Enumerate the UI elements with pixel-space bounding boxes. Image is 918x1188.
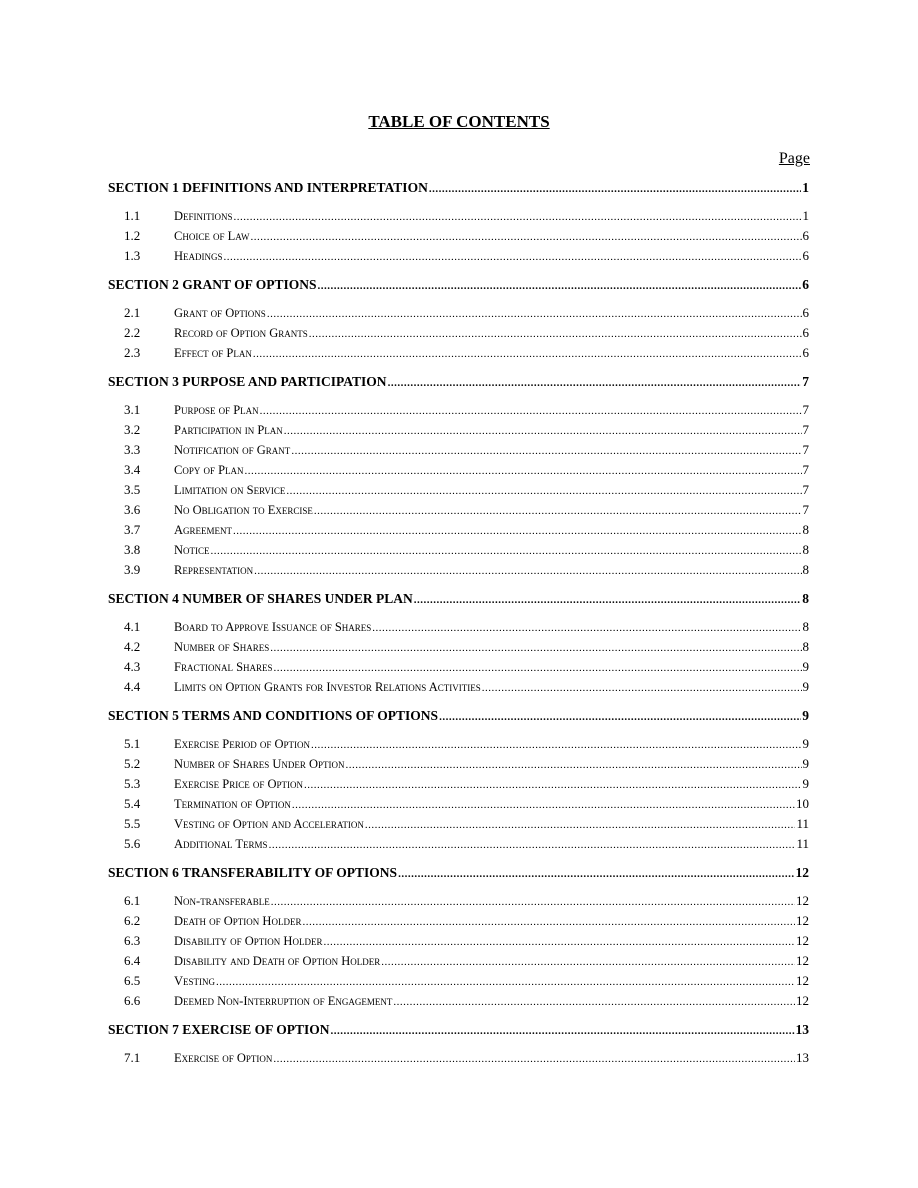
page-number: 8 (802, 639, 809, 654)
page-number: 9 (802, 756, 809, 771)
toc-subsection-entry[interactable] (108, 440, 809, 460)
subsection-number: 1.3 (124, 248, 141, 263)
page-number: 11 (796, 836, 809, 851)
toc-subsection-entry[interactable] (108, 637, 809, 657)
subsection-number: 5.2 (124, 756, 141, 771)
page-number: 6 (802, 228, 809, 243)
toc-subsection-entry[interactable] (108, 206, 809, 226)
toc-subsection-entry[interactable] (108, 560, 809, 580)
page-number: 12 (796, 973, 809, 988)
subsection-number: 6.5 (124, 973, 141, 988)
toc-subsection-entry[interactable] (108, 303, 809, 323)
section-title: SECTION 3 PURPOSE AND PARTICIPATION (108, 374, 387, 389)
subsection-title: Board to Approve Issuance of Shares (174, 620, 372, 634)
subsection-number: 2.2 (124, 325, 141, 340)
subsection-title: Disability and Death of Option Holder (174, 954, 381, 968)
dot-leader (393, 992, 795, 1012)
dot-leader (482, 678, 802, 698)
dot-leader (314, 501, 802, 521)
page-number: 8 (802, 522, 809, 537)
page-number: 6 (802, 277, 809, 292)
subsection-title: No Obligation to Exercise (174, 503, 313, 517)
dot-leader (251, 227, 802, 247)
toc-subsection-entry[interactable] (108, 1048, 809, 1068)
subsection-number: 3.2 (124, 422, 141, 437)
subsection-title: Purpose of Plan (174, 403, 259, 417)
toc-subsection-entry[interactable] (108, 540, 809, 560)
subsection-title: Notice (174, 543, 210, 557)
toc-subsection-entry[interactable] (108, 814, 809, 834)
subsection-title: Exercise Price of Option (174, 777, 303, 791)
page-title: TABLE OF CONTENTS (368, 112, 550, 131)
toc-section-entry[interactable] (108, 372, 809, 392)
toc-subsection-entry[interactable] (108, 971, 809, 991)
toc-subsection-entry[interactable] (108, 617, 809, 637)
toc-subsection-entry[interactable] (108, 460, 809, 480)
page-number: 10 (796, 796, 809, 811)
dot-leader (271, 892, 795, 912)
subsection-title: Exercise Period of Option (174, 737, 310, 751)
subsection-number: 6.6 (124, 993, 141, 1008)
toc-section-entry[interactable] (108, 275, 809, 295)
section-title: SECTION 4 NUMBER OF SHARES UNDER PLAN (108, 591, 413, 606)
toc-subsection-entry[interactable] (108, 500, 809, 520)
subsection-title: Grant of Options (174, 306, 266, 320)
page-number: 1 (802, 180, 809, 195)
page-number: 8 (802, 562, 809, 577)
section-title: SECTION 7 EXERCISE OF OPTION (108, 1022, 330, 1037)
dot-leader (270, 638, 801, 658)
subsection-number: 3.7 (124, 522, 141, 537)
toc-subsection-entry[interactable] (108, 343, 809, 363)
dot-leader (291, 441, 801, 461)
dot-leader (414, 590, 801, 610)
page-number: 6 (802, 325, 809, 340)
subsection-number: 5.5 (124, 816, 141, 831)
subsection-number: 7.1 (124, 1050, 141, 1065)
toc-section-entry[interactable] (108, 178, 809, 198)
page-number: 9 (802, 708, 809, 723)
page-number: 7 (802, 442, 809, 457)
dot-leader (234, 207, 802, 227)
toc-section-entry[interactable] (108, 863, 809, 883)
dot-leader (211, 541, 802, 561)
table-of-contents (108, 178, 809, 1068)
dot-leader (372, 618, 801, 638)
subsection-number: 6.1 (124, 893, 141, 908)
page-number: 7 (802, 402, 809, 417)
subsection-number: 3.1 (124, 402, 141, 417)
section-title: SECTION 1 DEFINITIONS AND INTERPRETATION (108, 180, 428, 195)
subsection-number: 4.4 (124, 679, 141, 694)
page-column-header: Page (778, 150, 810, 167)
subsection-title: Copy of Plan (174, 463, 244, 477)
subsection-title: Agreement (174, 523, 233, 537)
toc-subsection-entry[interactable] (108, 420, 809, 440)
subsection-number: 5.4 (124, 796, 141, 811)
page-number: 12 (796, 893, 809, 908)
toc-section-entry[interactable] (108, 1020, 809, 1040)
subsection-number: 6.2 (124, 913, 141, 928)
subsection-title: Vesting of Option and Acceleration (174, 817, 364, 831)
dot-leader (292, 795, 795, 815)
toc-subsection-entry[interactable] (108, 891, 809, 911)
page-number: 7 (802, 462, 809, 477)
toc-subsection-entry[interactable] (108, 794, 809, 814)
page-number: 6 (802, 305, 809, 320)
dot-leader (284, 421, 802, 441)
subsection-number: 5.6 (124, 836, 141, 851)
subsection-number: 3.5 (124, 482, 141, 497)
subsection-number: 1.2 (124, 228, 141, 243)
toc-subsection-entry[interactable] (108, 480, 809, 500)
page-number: 6 (802, 248, 809, 263)
subsection-title: Number of Shares Under Option (174, 757, 345, 771)
page-number: 9 (802, 659, 809, 674)
page-number: 8 (802, 591, 809, 606)
dot-leader (267, 304, 802, 324)
toc-subsection-entry[interactable] (108, 323, 809, 343)
dot-leader (398, 864, 794, 884)
page-number: 12 (796, 993, 809, 1008)
page-number: 8 (802, 619, 809, 634)
dot-leader (429, 179, 801, 199)
page-number: 7 (802, 482, 809, 497)
subsection-number: 6.3 (124, 933, 141, 948)
page-number: 12 (796, 913, 809, 928)
subsection-number: 3.3 (124, 442, 141, 457)
subsection-title: Deemed Non-Interruption of Engagement (174, 994, 393, 1008)
page-number: 11 (796, 816, 809, 831)
subsection-number: 5.3 (124, 776, 141, 791)
page-number: 7 (802, 374, 809, 389)
subsection-number: 3.9 (124, 562, 141, 577)
dot-leader (331, 1021, 795, 1041)
subsection-title: Termination of Option (174, 797, 291, 811)
toc-subsection-entry[interactable] (108, 991, 809, 1011)
page-number: 13 (796, 1050, 809, 1065)
dot-leader (245, 461, 802, 481)
toc-subsection-entry[interactable] (108, 734, 809, 754)
subsection-title: Representation (174, 563, 254, 577)
dot-leader (286, 481, 801, 501)
subsection-number: 4.1 (124, 619, 141, 634)
toc-section-entry[interactable] (108, 589, 809, 609)
toc-subsection-entry[interactable] (108, 951, 809, 971)
page-number: 9 (802, 776, 809, 791)
dot-leader (302, 912, 795, 932)
section-title: SECTION 5 TERMS AND CONDITIONS OF OPTIONS (108, 708, 439, 723)
page-number: 9 (802, 736, 809, 751)
subsection-number: 3.6 (124, 502, 141, 517)
toc-subsection-entry[interactable] (108, 911, 809, 931)
section-title: SECTION 6 TRANSFERABILITY OF OPTIONS (108, 865, 398, 880)
subsection-title: Fractional Shares (174, 660, 273, 674)
page-number: 12 (796, 953, 809, 968)
dot-leader (253, 344, 802, 364)
page-number: 13 (795, 1022, 809, 1037)
subsection-number: 3.4 (124, 462, 141, 477)
subsection-title: Definitions (174, 209, 233, 223)
subsection-title: Choice of Law (174, 229, 250, 243)
section-title: SECTION 2 GRANT OF OPTIONS (108, 277, 317, 292)
subsection-title: Record of Option Grants (174, 326, 308, 340)
subsection-title: Additional Terms (174, 837, 268, 851)
subsection-title: Effect of Plan (174, 346, 252, 360)
page-number: 7 (802, 502, 809, 517)
subsection-number: 6.4 (124, 953, 141, 968)
toc-section-entry[interactable] (108, 706, 809, 726)
subsection-title: Participation in Plan (174, 423, 283, 437)
page-number: 12 (795, 865, 809, 880)
dot-leader (365, 815, 796, 835)
dot-leader (233, 521, 801, 541)
subsection-title: Disability of Option Holder (174, 934, 323, 948)
page-number: 7 (802, 422, 809, 437)
toc-subsection-entry[interactable] (108, 774, 809, 794)
toc-subsection-entry[interactable] (108, 754, 809, 774)
dot-leader (346, 755, 802, 775)
subsection-title: Exercise of Option (174, 1051, 273, 1065)
dot-leader (224, 247, 802, 267)
toc-subsection-entry[interactable] (108, 246, 809, 266)
subsection-title: Limitation on Service (174, 483, 286, 497)
subsection-title: Death of Option Holder (174, 914, 302, 928)
page-number: 8 (802, 542, 809, 557)
dot-leader (273, 1049, 795, 1069)
toc-subsection-entry[interactable] (108, 931, 809, 951)
toc-subsection-entry[interactable] (108, 520, 809, 540)
subsection-title: Notification of Grant (174, 443, 291, 457)
dot-leader (311, 735, 802, 755)
dot-leader (318, 276, 802, 296)
dot-leader (260, 401, 802, 421)
dot-leader (269, 835, 796, 855)
page-number: 9 (802, 679, 809, 694)
dot-leader (254, 561, 801, 581)
toc-subsection-entry[interactable] (108, 677, 809, 697)
page-number: 6 (802, 345, 809, 360)
page-number: 1 (802, 208, 809, 223)
toc-subsection-entry[interactable] (108, 400, 809, 420)
subsection-title: Vesting (174, 974, 216, 988)
subsection-number: 3.8 (124, 542, 141, 557)
dot-leader (309, 324, 802, 344)
toc-subsection-entry[interactable] (108, 834, 809, 854)
dot-leader (323, 932, 795, 952)
subsection-title: Non-transferable (174, 894, 270, 908)
subsection-number: 4.2 (124, 639, 141, 654)
subsection-number: 1.1 (124, 208, 141, 223)
subsection-number: 2.1 (124, 305, 141, 320)
subsection-title: Limits on Option Grants for Investor Relations Activities (174, 680, 481, 694)
subsection-number: 2.3 (124, 345, 141, 360)
subsection-title: Number of Shares (174, 640, 270, 654)
dot-leader (216, 972, 795, 992)
subsection-number: 4.3 (124, 659, 141, 674)
toc-subsection-entry[interactable] (108, 657, 809, 677)
dot-leader (304, 775, 802, 795)
subsection-number: 5.1 (124, 736, 141, 751)
dot-leader (381, 952, 795, 972)
page-number: 12 (796, 933, 809, 948)
dot-leader (388, 373, 802, 393)
dot-leader (274, 658, 802, 678)
toc-subsection-entry[interactable] (108, 226, 809, 246)
dot-leader (439, 707, 801, 727)
subsection-title: Headings (174, 249, 223, 263)
